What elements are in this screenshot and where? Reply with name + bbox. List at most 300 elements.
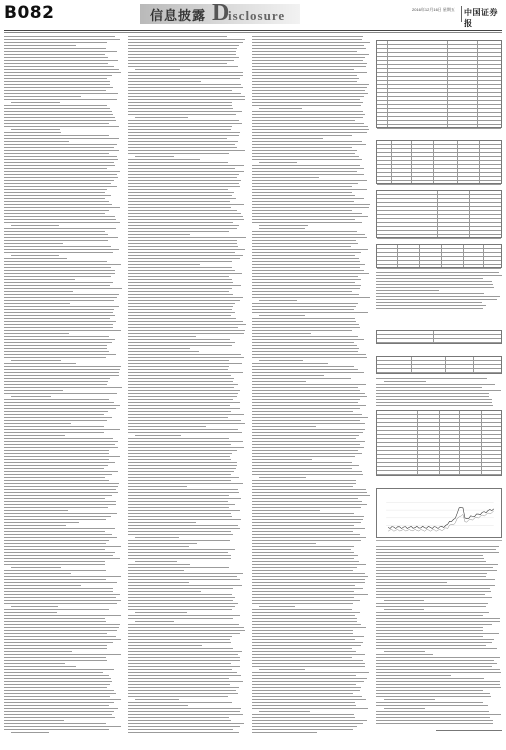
text-line [252, 693, 353, 694]
text-line [252, 591, 354, 592]
text-line [4, 141, 69, 142]
text-line [252, 174, 364, 175]
text-line [4, 555, 113, 556]
text-line [128, 258, 240, 259]
text-line [252, 186, 352, 187]
text-line [4, 690, 114, 691]
text-line [376, 302, 482, 303]
text-line [252, 402, 358, 403]
text-line [128, 432, 242, 433]
text-line [128, 255, 243, 256]
text-line [252, 657, 352, 658]
text-line [252, 624, 361, 625]
text-line [252, 303, 358, 304]
text-line [252, 507, 361, 508]
text-line [376, 384, 495, 385]
text-line [128, 495, 229, 496]
text-line [128, 267, 232, 268]
text-line [252, 237, 367, 238]
text-line [252, 51, 357, 52]
text-line [4, 87, 113, 88]
text-line [252, 630, 353, 631]
text-line [252, 432, 363, 433]
text-line [252, 702, 355, 703]
text-line [252, 684, 356, 685]
text-line [128, 570, 184, 571]
text-line [252, 447, 364, 448]
text-line [128, 492, 239, 493]
text-line [376, 612, 489, 613]
text-line [128, 261, 232, 262]
text-line [4, 276, 111, 277]
text-line [252, 525, 354, 526]
text-line [128, 567, 229, 568]
text-line [376, 387, 482, 388]
text-line [4, 597, 116, 598]
text-line [376, 669, 500, 670]
text-line [252, 264, 365, 265]
text-line [128, 726, 240, 727]
text-line [252, 633, 353, 634]
text-line [259, 162, 297, 163]
text-line [252, 90, 365, 91]
text-line [4, 147, 114, 148]
text-line [128, 345, 232, 346]
text-line [4, 72, 121, 73]
text-line [128, 102, 232, 103]
text-line [252, 600, 360, 601]
text-line [4, 369, 120, 370]
text-line [128, 204, 244, 205]
text-line [128, 366, 229, 367]
text-line [128, 234, 190, 235]
text-line [252, 369, 358, 370]
text-line [376, 281, 492, 282]
text-line [252, 312, 368, 313]
text-line [376, 588, 490, 589]
text-line [252, 699, 366, 700]
text-line [376, 645, 486, 646]
text-line [128, 690, 236, 691]
text-line [252, 54, 369, 55]
text-line [376, 555, 483, 556]
text-line [376, 603, 488, 604]
text-line [384, 699, 435, 700]
text-line [128, 216, 243, 217]
text-line [128, 573, 243, 574]
text-line [252, 324, 359, 325]
text-line [4, 417, 112, 418]
text-line [252, 309, 354, 310]
text-line [252, 126, 368, 127]
text-line [128, 354, 241, 355]
text-line [252, 270, 364, 271]
text-line [128, 732, 239, 733]
text-line [128, 528, 240, 529]
text-line [252, 363, 328, 364]
text-line [252, 666, 365, 667]
text-line [128, 552, 228, 553]
text-line [128, 624, 239, 625]
text-line [4, 264, 121, 265]
text-line [4, 84, 110, 85]
text-line [4, 291, 73, 292]
text-line [128, 444, 231, 445]
text-line [4, 528, 115, 529]
text-line [128, 525, 238, 526]
text-line [252, 453, 362, 454]
text-line [135, 117, 188, 118]
text-line [4, 63, 108, 64]
text-line [4, 696, 110, 697]
text-line [4, 333, 69, 334]
text-line [128, 405, 230, 406]
text-line [252, 345, 357, 346]
text-line [252, 438, 356, 439]
text-line [252, 549, 351, 550]
text-line [128, 654, 238, 655]
text-line [128, 192, 234, 193]
text-line [128, 402, 240, 403]
text-line [252, 513, 354, 514]
text-line [4, 186, 117, 187]
header-rule [4, 30, 502, 31]
text-line [252, 414, 362, 415]
text-line [4, 642, 113, 643]
text-line [128, 249, 245, 250]
text-line [4, 513, 117, 514]
text-line [4, 354, 116, 355]
text-line [11, 360, 61, 361]
text-line [252, 561, 359, 562]
text-line [252, 675, 356, 676]
text-line [128, 45, 239, 46]
text-line [128, 114, 236, 115]
text-line [4, 132, 61, 133]
text-line [128, 555, 231, 556]
text-line [376, 299, 497, 300]
text-line [4, 339, 115, 340]
text-line [252, 603, 353, 604]
text-line [252, 336, 358, 337]
text-line [252, 165, 360, 166]
text-line [4, 672, 103, 673]
text-line [4, 699, 121, 700]
text-line [128, 66, 238, 67]
text-line [376, 675, 451, 676]
text-line [4, 393, 117, 394]
text-line [4, 639, 121, 640]
text-line [376, 594, 485, 595]
text-line [376, 393, 489, 394]
text-line [259, 315, 305, 316]
text-line [128, 534, 233, 535]
text-line [4, 402, 114, 403]
text-line [128, 408, 240, 409]
text-line [4, 480, 109, 481]
text-line [4, 414, 104, 415]
text-line [4, 501, 116, 502]
text-line [4, 366, 121, 367]
text-line [252, 420, 360, 421]
text-line [4, 330, 121, 331]
text-line [128, 564, 190, 565]
text-line [4, 162, 114, 163]
text-line [376, 272, 499, 273]
text-line [252, 102, 363, 103]
text-line [128, 423, 245, 424]
text-line [252, 534, 360, 535]
text-line [4, 390, 63, 391]
text-line [128, 90, 232, 91]
text-line [4, 234, 108, 235]
text-line [252, 678, 367, 679]
text-line [4, 675, 109, 676]
text-line [4, 405, 120, 406]
text-line [252, 57, 365, 58]
text-line [128, 429, 238, 430]
text-line [128, 75, 243, 76]
text-line [252, 153, 355, 154]
text-line [128, 201, 230, 202]
text-line [128, 372, 243, 373]
text-line [128, 393, 238, 394]
text-line [252, 117, 363, 118]
text-line [128, 180, 241, 181]
text-line [128, 57, 239, 58]
text-line [4, 342, 112, 343]
text-line [4, 378, 110, 379]
text-line [4, 561, 105, 562]
text-line [259, 477, 306, 478]
text-line [376, 399, 492, 400]
line-chart-figure [376, 488, 502, 538]
text-line [4, 66, 114, 67]
text-line [4, 645, 107, 646]
text-line [252, 375, 324, 376]
text-line [252, 339, 364, 340]
text-line [252, 156, 359, 157]
text-line [128, 390, 240, 391]
text-line [128, 327, 238, 328]
text-line [4, 444, 115, 445]
text-line [128, 498, 241, 499]
text-line [4, 462, 115, 463]
data-table-4 [376, 244, 502, 268]
text-line [4, 123, 109, 124]
text-line [4, 669, 114, 670]
text-line [252, 255, 355, 256]
text-line [376, 582, 447, 583]
text-line [4, 498, 105, 499]
text-line [4, 336, 109, 337]
text-line [128, 171, 244, 172]
text-line [128, 183, 239, 184]
text-line [376, 305, 486, 306]
text-line [4, 222, 120, 223]
text-line [376, 275, 502, 276]
text-line [252, 207, 369, 208]
text-line [4, 243, 63, 244]
text-line [376, 711, 489, 712]
text-line [4, 663, 65, 664]
text-line [252, 39, 362, 40]
text-line [252, 582, 365, 583]
text-line [252, 342, 354, 343]
text-line [4, 471, 118, 472]
text-line [252, 123, 364, 124]
text-line [128, 660, 240, 661]
text-line [252, 78, 359, 79]
text-line [376, 687, 501, 688]
text-line [376, 585, 495, 586]
text-line [128, 651, 242, 652]
text-line [128, 387, 234, 388]
text-line [4, 591, 113, 592]
text-line [135, 435, 181, 436]
text-line [252, 42, 370, 43]
text-line [4, 600, 121, 601]
text-line [128, 522, 196, 523]
text-line [376, 284, 493, 285]
text-line [4, 621, 106, 622]
text-line [128, 696, 228, 697]
text-line [252, 138, 323, 139]
text-line [4, 90, 106, 91]
text-line [376, 693, 490, 694]
text-line [4, 384, 107, 385]
text-line [252, 480, 356, 481]
text-line [128, 351, 199, 352]
text-line [4, 450, 109, 451]
text-line [376, 624, 492, 625]
text-line [128, 687, 239, 688]
text-line [252, 486, 353, 487]
text-line [4, 183, 111, 184]
header-rule-thin [4, 32, 502, 33]
text-line [128, 648, 233, 649]
text-line [128, 123, 242, 124]
issue-date: 2016年12月16日 星期五 [412, 7, 455, 12]
text-line [376, 573, 487, 574]
text-line [376, 618, 500, 619]
text-line [4, 408, 116, 409]
text-line [252, 390, 360, 391]
table-row [377, 369, 501, 373]
text-line [4, 195, 111, 196]
article-column-4-text [376, 272, 502, 312]
text-line [128, 240, 237, 241]
text-line [128, 228, 237, 229]
text-line [128, 582, 189, 583]
text-line [4, 159, 118, 160]
text-line [376, 723, 493, 724]
text-line [4, 549, 105, 550]
text-line [252, 690, 360, 691]
text-line [252, 198, 364, 199]
text-line [252, 36, 363, 37]
text-line [4, 279, 75, 280]
text-line [4, 546, 121, 547]
text-line [128, 243, 237, 244]
text-line [4, 552, 115, 553]
text-line [128, 657, 240, 658]
text-line [252, 687, 361, 688]
text-line [4, 309, 114, 310]
text-line [252, 306, 356, 307]
text-line [252, 204, 370, 205]
text-line [252, 279, 361, 280]
text-line [376, 564, 498, 565]
text-line [252, 381, 306, 382]
text-line [128, 177, 237, 178]
text-line [135, 537, 179, 538]
data-table-7 [376, 410, 502, 476]
text-line [4, 717, 115, 718]
text-line [252, 543, 316, 544]
text-line [4, 144, 117, 145]
text-line [128, 162, 228, 163]
text-line [252, 189, 367, 190]
text-line [128, 411, 231, 412]
text-line [11, 732, 49, 733]
text-line [128, 336, 196, 337]
text-line [252, 426, 316, 427]
text-line [259, 606, 295, 607]
text-line [376, 681, 500, 682]
text-line [252, 489, 366, 490]
text-line [135, 621, 174, 622]
text-line [4, 564, 105, 565]
text-line [259, 669, 305, 670]
text-line [252, 417, 368, 418]
text-line [128, 165, 244, 166]
text-line [128, 447, 244, 448]
text-line [252, 183, 358, 184]
text-line [4, 81, 110, 82]
article-column-4-text-2 [376, 378, 502, 408]
text-line [252, 714, 354, 715]
text-line [128, 222, 233, 223]
text-line [4, 57, 108, 58]
text-line [11, 129, 60, 130]
text-line [4, 720, 64, 721]
text-line [4, 537, 117, 538]
text-line [11, 396, 50, 397]
text-line [376, 287, 494, 288]
text-line [4, 372, 119, 373]
text-line [128, 396, 237, 397]
text-line [252, 540, 361, 541]
text-line [128, 120, 239, 121]
text-line [252, 132, 367, 133]
text-line [128, 597, 235, 598]
text-line [128, 441, 243, 442]
text-line [252, 498, 358, 499]
text-line [4, 582, 117, 583]
page-number: B082 [4, 3, 55, 23]
text-line [376, 402, 492, 403]
text-line [128, 579, 240, 580]
text-line [128, 225, 239, 226]
text-line [4, 522, 79, 523]
text-line [252, 492, 367, 493]
text-line [252, 294, 359, 295]
text-line [128, 348, 190, 349]
text-line [252, 645, 361, 646]
text-line [128, 147, 237, 148]
text-line [128, 369, 228, 370]
